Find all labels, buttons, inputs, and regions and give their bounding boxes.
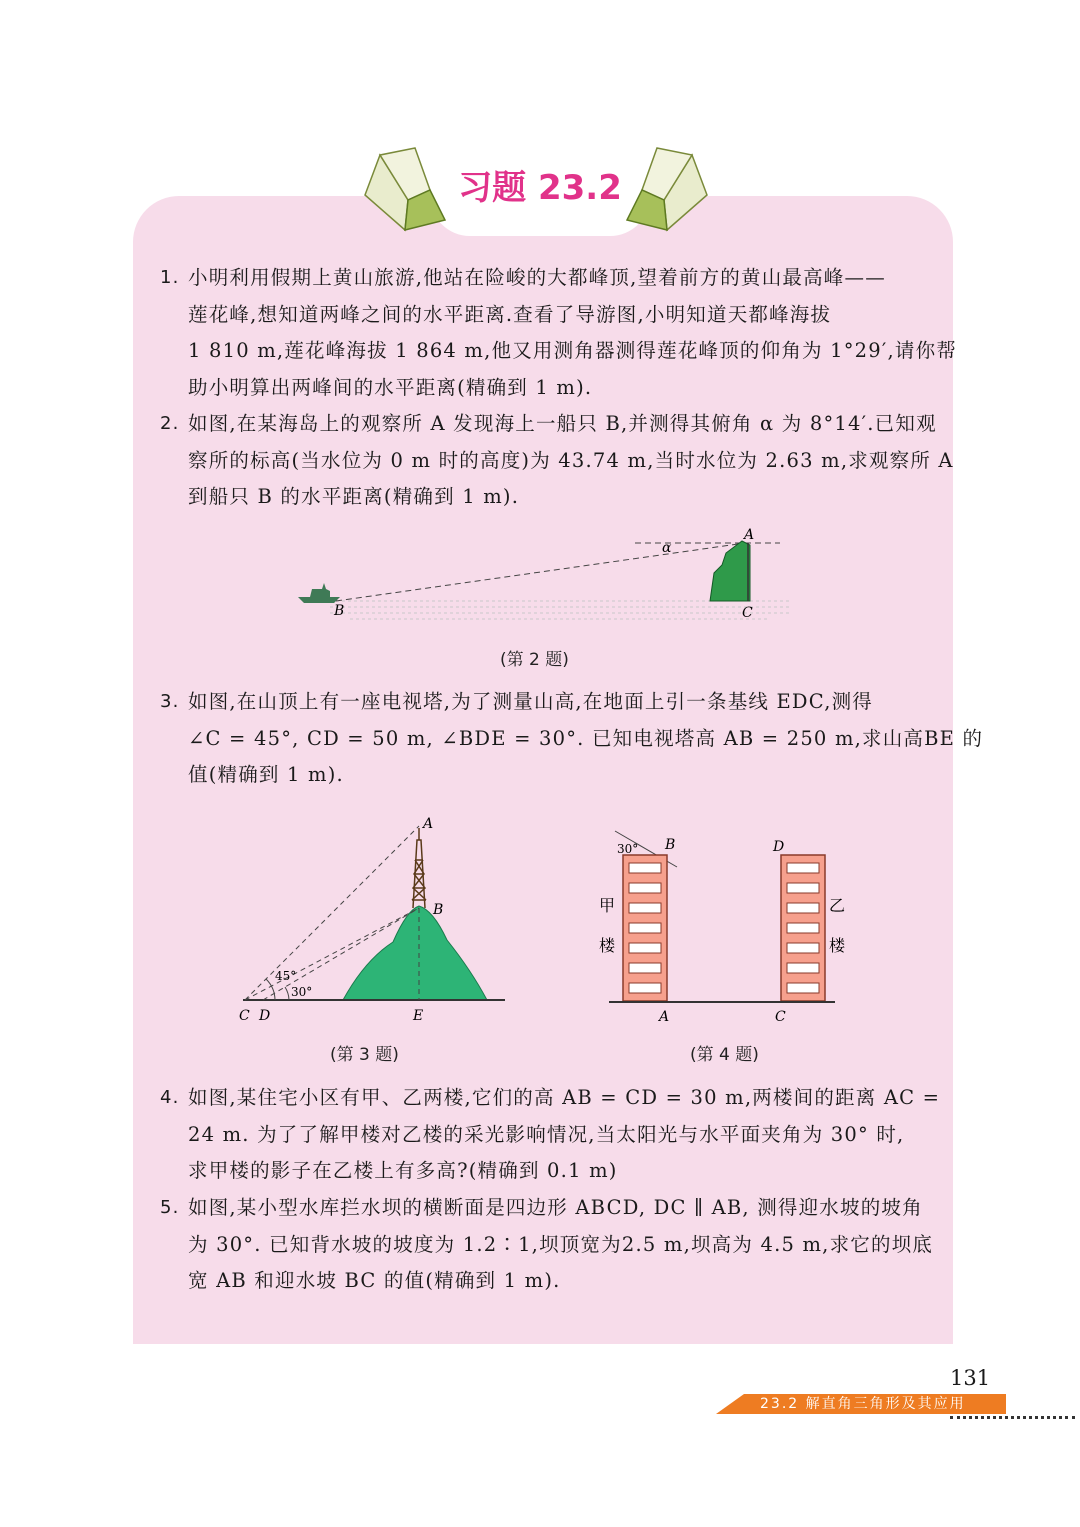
water-surface [330,601,790,619]
window [629,943,661,953]
label-jia-1: 甲 [599,896,616,915]
label-b: B [665,837,676,853]
question-line: 求甲楼的影子在乙楼上有多高?(精确到 0.1 m) [188,1159,618,1182]
figure-2 [290,525,800,625]
figure-4-caption: (第 4 题) [690,1045,759,1065]
question-line: 如图,某住宅小区有甲、乙两楼,它们的高 AB = CD = 30 m,两楼间的距离 AC = [188,1086,941,1109]
question-1 [160,260,958,406]
figure-2-caption: (第 2 题) [500,650,569,670]
question-3 [160,684,984,794]
label-30: 30° [291,985,313,999]
question-line: 如图,某小型水库拦水坝的横断面是四边形 ABCD, DC ∥ AB, 测得迎水坡的坡角 [188,1196,923,1219]
label-d: D [773,839,785,855]
question-number: 2. [160,413,180,434]
section-title: 23.2 解直角三角形及其应用 [760,1396,966,1412]
figure-3 [235,810,515,1030]
angle-arc-c [266,979,275,1000]
window [787,883,819,893]
angle-arc-d [285,987,289,1000]
question-line: 为 30°. 已知背水坡的坡度为 1.2∶1,坝顶宽为2.5 m,坝高为 4.5 m,求它的坝底 [188,1232,934,1256]
window [629,883,661,893]
question-line: 如图,在山顶上有一座电视塔,为了测量山高,在地面上引一条基线 EDC,测得 [188,690,873,713]
figure-4 [595,825,845,1025]
question-line: 到船只 B 的水平距离(精确到 1 m). [188,485,520,508]
label-yi-1: 乙 [829,896,845,915]
sight-line [336,543,745,601]
windows-jia [629,863,661,993]
question-number: 4. [160,1087,180,1108]
window [787,943,819,953]
question-line: 值(精确到 1 m). [188,763,344,786]
dotted-rule [950,1416,1075,1419]
label-d: D [259,1008,271,1024]
windows-yi [787,863,819,993]
label-a: A [423,816,434,832]
label-b: B [433,902,444,918]
question-line: 助小明算出两峰间的水平距离(精确到 1 m). [188,375,593,399]
question-line: 察所的标高(当水位为 0 m 时的高度)为 43.74 m,当时水位为 2.63 m,求观察所 A [188,448,954,472]
question-4 [160,1080,941,1190]
question-line: 如图,在某海岛上的观察所 A 发现海上一船只 B,并测得其俯角 α 为 8°14′.已知观 [188,412,937,435]
window [787,983,819,993]
label-jia-2: 楼 [599,936,616,955]
label-a: A [659,1009,670,1025]
label-alpha: α [662,540,672,556]
question-line: ∠C = 45°, CD = 50 m, ∠BDE = 30°. 已知电视塔高 AB = 250 m,求山高BE 的 [188,726,984,750]
window [629,903,661,913]
window [629,923,661,933]
question-number: 1. [160,267,180,288]
label-30-deg: 30° [617,842,639,856]
window [629,983,661,993]
island-cliff [710,541,750,601]
question-line: 小明利用假期上黄山旅游,他站在险峻的大都峰顶,望着前方的黄山最高峰—— [188,266,886,289]
question-line: 1 810 m,莲花峰海拔 1 864 m,他又用测角器测得莲花峰顶的仰角为 1°29′,请你帮 [188,339,958,362]
page-number: 131 [950,1366,991,1390]
question-number: 5. [160,1197,180,1218]
title-banner [360,140,720,240]
window [787,863,819,873]
ship-icon [298,583,340,603]
exercise-title: 习题 23.2 [458,168,622,208]
question-5 [160,1190,934,1300]
mountain [343,906,487,1000]
question-line: 24 m. 为了了解甲楼对乙楼的采光影响情况,当太阳光与水平面夹角为 30° 时, [188,1122,905,1146]
window [787,903,819,913]
figure-3-caption: (第 3 题) [330,1045,399,1065]
label-45: 45° [275,969,297,983]
window [629,963,661,973]
question-2 [160,406,954,516]
tv-tower [412,828,426,908]
window [787,963,819,973]
label-c: C [239,1008,250,1024]
question-line: 莲花峰,想知道两峰之间的水平距离.查看了导游图,小明知道天都峰海拔 [188,302,832,326]
label-c: C [775,1009,786,1025]
label-c: C [742,605,753,621]
label-yi-2: 楼 [829,936,845,955]
question-line: 宽 AB 和迎水坡 BC 的值(精确到 1 m). [188,1269,561,1292]
label-e: E [413,1008,424,1024]
question-number: 3. [160,691,180,712]
window [787,923,819,933]
label-a: A [744,527,755,543]
label-b: B [334,603,345,619]
window [629,863,661,873]
